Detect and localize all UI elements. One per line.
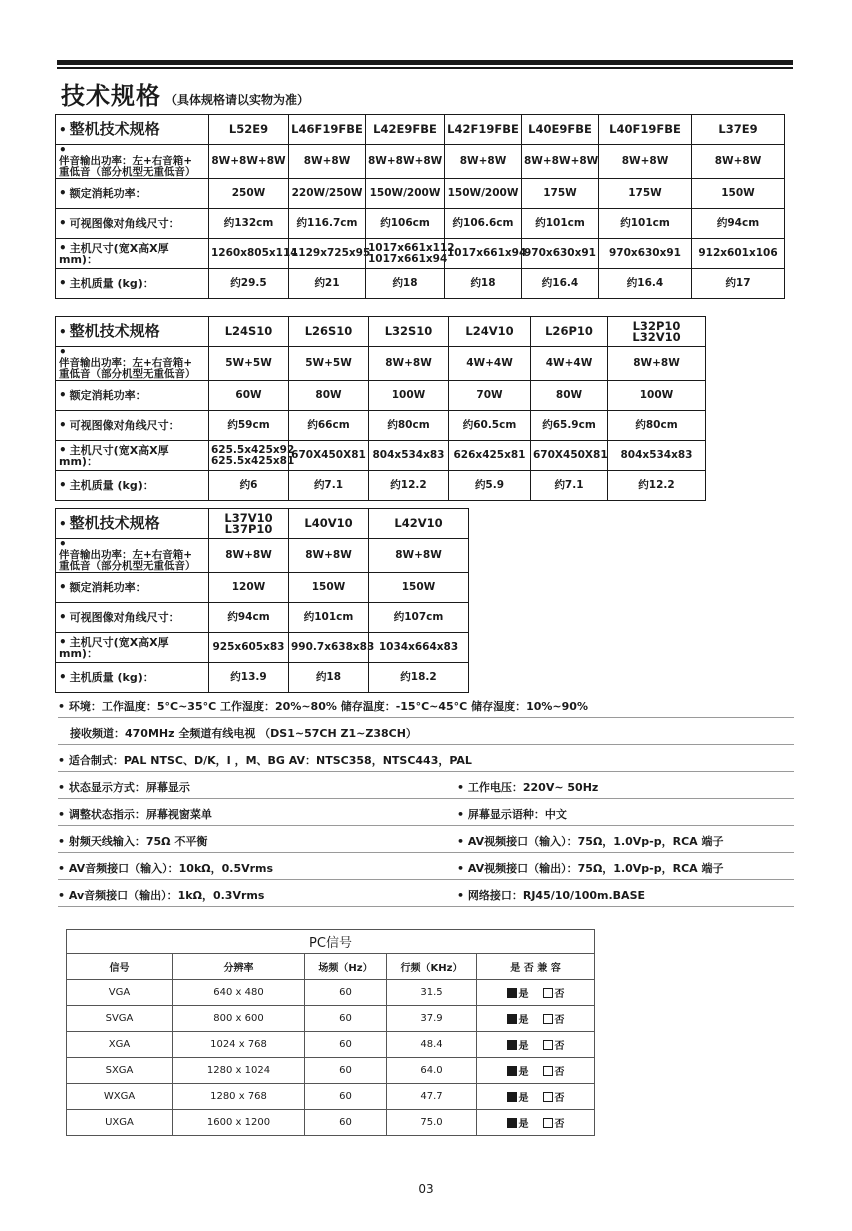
spec-cell-weight: 约5.9 (449, 471, 531, 501)
top-rule-thin (57, 67, 793, 69)
spec-cell-diag: 约94cm (209, 603, 289, 633)
spec-cell-diag: 约101cm (289, 603, 369, 633)
spec-cell-size: 670X450X81 (531, 441, 608, 471)
page-subtitle: （具体规格请以实物为准） (165, 93, 310, 107)
pc-cell-vfreq: 60 (305, 1006, 387, 1032)
bullet: • (59, 634, 67, 649)
spec-cell-audio: 8W+8W+8W (522, 145, 599, 179)
pc-cell-signal: VGA (67, 980, 173, 1006)
bullet: • (59, 388, 67, 402)
pc-cell-vfreq: 60 (305, 1110, 387, 1136)
yes-label: 是 (518, 1093, 529, 1104)
pc-row (67, 1032, 595, 1058)
spec-cell-weight: 约12.2 (369, 471, 449, 501)
spec-cell-models: L37E9 (692, 115, 785, 145)
no-label: 否 (554, 1093, 565, 1104)
info-right-2: • AV视频接口（输入）：75Ω，1.0Vp-p，RCA 端子 (457, 835, 724, 848)
yes-label: 是 (518, 1067, 529, 1078)
bullet: • (59, 324, 67, 339)
spec-cell-weight: 约16.4 (522, 269, 599, 299)
bullet: • (59, 240, 67, 255)
spec-label-diag (56, 411, 209, 441)
spec-cell-weight: 约16.4 (599, 269, 692, 299)
info-left-2: • 射频天线输入：75Ω 不平衡 (58, 835, 208, 848)
spec-cell-size: 804x534x83 (608, 441, 706, 471)
spec-cell-weight: 约18.2 (369, 663, 469, 693)
divider (58, 771, 794, 772)
pc-cell-compatible (477, 1084, 595, 1110)
title-text: 技术规格 (61, 82, 161, 110)
spec-label-power (56, 573, 209, 603)
spec-cell-size: 970x630x91 (599, 239, 692, 269)
spec-row-audio (56, 347, 706, 381)
spec-row-weight (56, 269, 785, 299)
checked-box-icon (507, 1040, 517, 1050)
pc-header-compatible: 是 否 兼 容 (477, 954, 595, 980)
spec-label-text: 主机质量 (kg)： (69, 671, 154, 684)
spec-cell-audio: 4W+4W (531, 347, 608, 381)
spec-cell-size: 1017x661x112 1017x661x94 (366, 239, 445, 269)
spec-row-diag (56, 209, 785, 239)
spec-cell-audio: 8W+8W (445, 145, 522, 179)
spec-cell-models: L42E9FBE (366, 115, 445, 145)
spec-cell-size: 1034x664x83 (369, 633, 469, 663)
spec-row-models (56, 317, 706, 347)
spec-row-diag (56, 411, 706, 441)
spec-label-text: 主机质量 (kg)： (69, 479, 154, 492)
pc-cell-compatible (477, 1058, 595, 1084)
info-system: • 适合制式：PAL NTSC、D/K，I ，M、BG AV：NTSC358，NTSC443，PAL (58, 754, 472, 767)
spec-row-audio (56, 539, 469, 573)
pc-cell-resolution: 1280 x 1024 (173, 1058, 305, 1084)
bullet: • (59, 670, 67, 684)
no-label: 否 (554, 1067, 565, 1078)
spec-cell-diag: 约106.6cm (445, 209, 522, 239)
spec-cell-audio: 8W+8W (608, 347, 706, 381)
unchecked-box-icon (543, 988, 553, 998)
pc-cell-compatible (477, 1006, 595, 1032)
divider (58, 798, 794, 799)
spec-cell-power: 60W (209, 381, 289, 411)
spec-label-audio (56, 539, 209, 573)
spec-cell-weight: 约29.5 (209, 269, 289, 299)
spec-cell-weight: 约18 (289, 663, 369, 693)
checked-box-icon (507, 1014, 517, 1024)
pc-cell-signal: XGA (67, 1032, 173, 1058)
spec-cell-weight: 约18 (366, 269, 445, 299)
spec-cell-size: 990.7x638x83 (289, 633, 369, 663)
spec-cell-size: 1260x805x114 (209, 239, 289, 269)
pc-cell-compatible (477, 1032, 595, 1058)
spec-cell-audio: 8W+8W+8W (209, 145, 289, 179)
spec-row-models (56, 509, 469, 539)
info-environment: • 环境：工作温度：5°C~35°C 工作湿度：20%~80% 储存温度：-15°C~45°C 储存湿度：10%~90% (58, 700, 588, 713)
spec-cell-weight: 约18 (445, 269, 522, 299)
spec-label-text: 伴音输出功率：左+右音箱+ 重低音（部分机型无重低音） (59, 357, 196, 380)
bullet: • (59, 276, 67, 290)
pc-cell-hfreq: 37.9 (387, 1006, 477, 1032)
spec-label-text: 额定消耗功率： (69, 187, 147, 200)
spec-cell-audio: 8W+8W (289, 539, 369, 573)
spec-row-size (56, 441, 706, 471)
pc-header-signal: 信号 (67, 954, 173, 980)
yes-label: 是 (518, 989, 529, 1000)
page-number: 03 (418, 1182, 434, 1196)
spec-label-models (56, 317, 209, 347)
info-right-4: • 网络接口：RJ45/10/100m.BASE (457, 889, 646, 902)
spec-cell-power: 150W/200W (366, 179, 445, 209)
pc-cell-hfreq: 47.7 (387, 1084, 477, 1110)
spec-label-size (56, 633, 209, 663)
pc-row (67, 1058, 595, 1084)
spec-cell-models: L32P10 L32V10 (608, 317, 706, 347)
spec-cell-audio: 8W+8W+8W (366, 145, 445, 179)
spec-cell-diag: 约80cm (608, 411, 706, 441)
spec-label-audio (56, 347, 209, 381)
spec-cell-diag: 约66cm (289, 411, 369, 441)
spec-cell-power: 150W/200W (445, 179, 522, 209)
pc-header-hfreq: 行频（KHz） (387, 954, 477, 980)
spec-row-size (56, 239, 785, 269)
info-left-3: • AV音频接口（输入）：10kΩ，0.5Vrms (58, 862, 274, 875)
bullet: • (59, 478, 67, 492)
spec-cell-models: L40V10 (289, 509, 369, 539)
spec-cell-diag: 约60.5cm (449, 411, 531, 441)
divider (58, 852, 794, 853)
spec-label-text: 可视图像对角线尺寸： (69, 611, 180, 624)
unchecked-box-icon (543, 1014, 553, 1024)
spec-cell-audio: 8W+8W (599, 145, 692, 179)
spec-row-weight (56, 471, 706, 501)
spec-label-text: 可视图像对角线尺寸： (69, 217, 180, 230)
spec-label-text: 主机尺寸(宽X高X厚mm)： (59, 635, 169, 660)
spec-label-models (56, 509, 209, 539)
spec-table-1 (55, 114, 785, 299)
spec-row-power (56, 381, 706, 411)
spec-cell-size: 625.5x425x92 625.5x425x81 (209, 441, 289, 471)
spec-cell-models: L26P10 (531, 317, 608, 347)
spec-cell-weight: 约12.2 (608, 471, 706, 501)
checked-box-icon (507, 1066, 517, 1076)
divider (58, 717, 794, 718)
spec-cell-diag: 约101cm (522, 209, 599, 239)
spec-row-size (56, 633, 469, 663)
spec-cell-diag: 约106cm (366, 209, 445, 239)
pc-cell-hfreq: 64.0 (387, 1058, 477, 1084)
divider (58, 744, 794, 745)
spec-label-models (56, 115, 209, 145)
no-label: 否 (554, 989, 565, 1000)
spec-row-power (56, 573, 469, 603)
checked-box-icon (507, 1092, 517, 1102)
spec-cell-diag: 约132cm (209, 209, 289, 239)
spec-cell-power: 150W (289, 573, 369, 603)
spec-label-power (56, 179, 209, 209)
spec-cell-diag: 约65.9cm (531, 411, 608, 441)
spec-cell-weight: 约17 (692, 269, 785, 299)
pc-row (67, 980, 595, 1006)
spec-cell-power: 80W (531, 381, 608, 411)
page-title (61, 76, 309, 111)
pc-signal-table (66, 929, 595, 1136)
spec-label-text: 整机技术规格 (69, 321, 160, 340)
spec-cell-audio: 5W+5W (209, 347, 289, 381)
spec-row-weight (56, 663, 469, 693)
pc-cell-hfreq: 31.5 (387, 980, 477, 1006)
spec-label-weight (56, 269, 209, 299)
spec-cell-audio: 8W+8W (369, 539, 469, 573)
spec-cell-models: L40E9FBE (522, 115, 599, 145)
info-left-1: • 调整状态指示：屏幕视窗菜单 (58, 808, 212, 821)
pc-cell-vfreq: 60 (305, 980, 387, 1006)
yes-label: 是 (518, 1041, 529, 1052)
info-channel: 接收频道：470MHz 全频道有线电视 （DS1~57CH Z1~Z38CH） (70, 727, 417, 740)
spec-cell-diag: 约94cm (692, 209, 785, 239)
pc-cell-resolution: 1024 x 768 (173, 1032, 305, 1058)
spec-cell-weight: 约21 (289, 269, 366, 299)
spec-label-text: 可视图像对角线尺寸： (69, 419, 180, 432)
bullet: • (59, 537, 67, 551)
pc-cell-compatible (477, 980, 595, 1006)
spec-cell-audio: 8W+8W (209, 539, 289, 573)
spec-row-audio (56, 145, 785, 179)
pc-cell-resolution: 800 x 600 (173, 1006, 305, 1032)
no-label: 否 (554, 1119, 565, 1130)
pc-cell-signal: UXGA (67, 1110, 173, 1136)
pc-row (67, 1006, 595, 1032)
top-rule-thick (57, 60, 793, 65)
divider (58, 825, 794, 826)
spec-cell-size: 912x601x106 (692, 239, 785, 269)
spec-label-audio (56, 145, 209, 179)
pc-cell-vfreq: 60 (305, 1084, 387, 1110)
pc-cell-resolution: 1280 x 768 (173, 1084, 305, 1110)
spec-row-power (56, 179, 785, 209)
spec-cell-size: 804x534x83 (369, 441, 449, 471)
bullet: • (59, 345, 67, 359)
spec-label-text: 整机技术规格 (69, 119, 160, 138)
spec-table-3 (55, 508, 469, 693)
spec-label-weight (56, 471, 209, 501)
spec-cell-size: 1017x661x94 (445, 239, 522, 269)
spec-cell-models: L52E9 (209, 115, 289, 145)
spec-label-power (56, 381, 209, 411)
info-right-0: • 工作电压：220V~ 50Hz (457, 781, 599, 794)
no-label: 否 (554, 1015, 565, 1026)
spec-cell-audio: 8W+8W (692, 145, 785, 179)
spec-label-text: 额定消耗功率： (69, 389, 147, 402)
spec-cell-diag: 约116.7cm (289, 209, 366, 239)
info-left-4: • Av音频接口（输出）：1kΩ，0.3Vrms (58, 889, 265, 902)
spec-label-text: 额定消耗功率： (69, 581, 147, 594)
bullet: • (59, 516, 67, 531)
pc-cell-resolution: 1600 x 1200 (173, 1110, 305, 1136)
spec-cell-models: L37V10 L37P10 (209, 509, 289, 539)
spec-cell-power: 100W (608, 381, 706, 411)
spec-cell-models: L26S10 (289, 317, 369, 347)
info-right-3: • AV视频接口（输出）：75Ω，1.0Vp-p，RCA 端子 (457, 862, 724, 875)
spec-row-diag (56, 603, 469, 633)
spec-cell-power: 70W (449, 381, 531, 411)
pc-row (67, 1084, 595, 1110)
info-right-1: • 屏幕显示语种：中文 (457, 808, 567, 821)
pc-row (67, 1110, 595, 1136)
spec-cell-power: 100W (369, 381, 449, 411)
pc-cell-hfreq: 48.4 (387, 1032, 477, 1058)
spec-cell-size: 925x605x83 (209, 633, 289, 663)
spec-label-diag (56, 603, 209, 633)
spec-cell-power: 175W (599, 179, 692, 209)
pc-cell-signal: SVGA (67, 1006, 173, 1032)
bullet: • (59, 186, 67, 200)
pc-cell-resolution: 640 x 480 (173, 980, 305, 1006)
spec-cell-models: L40F19FBE (599, 115, 692, 145)
spec-label-text: 伴音输出功率：左+右音箱+ 重低音（部分机型无重低音） (59, 155, 196, 178)
pc-header-resolution: 分辨率 (173, 954, 305, 980)
yes-label: 是 (518, 1119, 529, 1130)
pc-cell-hfreq: 75.0 (387, 1110, 477, 1136)
spec-cell-power: 250W (209, 179, 289, 209)
spec-label-diag (56, 209, 209, 239)
divider (58, 906, 794, 907)
spec-label-size (56, 441, 209, 471)
bullet: • (59, 610, 67, 624)
spec-cell-weight: 约13.9 (209, 663, 289, 693)
checked-box-icon (507, 988, 517, 998)
bullet: • (59, 216, 67, 230)
spec-cell-power: 120W (209, 573, 289, 603)
pc-header-vfreq: 场频（Hz） (305, 954, 387, 980)
spec-cell-weight: 约7.1 (289, 471, 369, 501)
spec-cell-models: L24S10 (209, 317, 289, 347)
spec-label-text: 整机技术规格 (69, 513, 160, 532)
spec-label-text: 主机质量 (kg)： (69, 277, 154, 290)
spec-label-weight (56, 663, 209, 693)
unchecked-box-icon (543, 1092, 553, 1102)
pc-cell-vfreq: 60 (305, 1058, 387, 1084)
spec-cell-audio: 5W+5W (289, 347, 369, 381)
spec-cell-power: 220W/250W (289, 179, 366, 209)
bullet: • (59, 442, 67, 457)
spec-cell-diag: 约101cm (599, 209, 692, 239)
divider (58, 879, 794, 880)
spec-cell-models: L32S10 (369, 317, 449, 347)
spec-row-models (56, 115, 785, 145)
spec-cell-models: L42F19FBE (445, 115, 522, 145)
unchecked-box-icon (543, 1040, 553, 1050)
spec-cell-audio: 8W+8W (369, 347, 449, 381)
yes-label: 是 (518, 1015, 529, 1026)
spec-cell-size: 970x630x91 (522, 239, 599, 269)
pc-cell-vfreq: 60 (305, 1032, 387, 1058)
checked-box-icon (507, 1118, 517, 1128)
pc-cell-compatible (477, 1110, 595, 1136)
no-label: 否 (554, 1041, 565, 1052)
spec-cell-diag: 约59cm (209, 411, 289, 441)
spec-cell-power: 150W (369, 573, 469, 603)
spec-cell-models: L46F19FBE (289, 115, 366, 145)
bullet: • (59, 580, 67, 594)
spec-label-text: 伴音输出功率：左+右音箱+ 重低音（部分机型无重低音） (59, 549, 196, 572)
bullet: • (59, 122, 67, 137)
spec-cell-power: 80W (289, 381, 369, 411)
spec-label-size (56, 239, 209, 269)
spec-cell-audio: 8W+8W (289, 145, 366, 179)
spec-cell-power: 150W (692, 179, 785, 209)
spec-cell-models: L42V10 (369, 509, 469, 539)
spec-table-2 (55, 316, 706, 501)
pc-cell-signal: WXGA (67, 1084, 173, 1110)
spec-cell-weight: 约6 (209, 471, 289, 501)
spec-cell-size: 1129x725x95 (289, 239, 366, 269)
info-left-0: • 状态显示方式：屏幕显示 (58, 781, 190, 794)
spec-cell-size: 670X450X81 (289, 441, 369, 471)
spec-cell-models: L24V10 (449, 317, 531, 347)
spec-cell-power: 175W (522, 179, 599, 209)
spec-label-text: 主机尺寸(宽X高X厚mm)： (59, 443, 169, 468)
pc-table-title: PC信号 (67, 930, 595, 954)
bullet: • (59, 418, 67, 432)
spec-cell-weight: 约7.1 (531, 471, 608, 501)
spec-cell-size: 626x425x81 (449, 441, 531, 471)
unchecked-box-icon (543, 1118, 553, 1128)
spec-cell-audio: 4W+4W (449, 347, 531, 381)
spec-cell-diag: 约107cm (369, 603, 469, 633)
unchecked-box-icon (543, 1066, 553, 1076)
spec-cell-diag: 约80cm (369, 411, 449, 441)
spec-label-text: 主机尺寸(宽X高X厚mm)： (59, 241, 169, 266)
bullet: • (59, 143, 67, 157)
pc-cell-signal: SXGA (67, 1058, 173, 1084)
